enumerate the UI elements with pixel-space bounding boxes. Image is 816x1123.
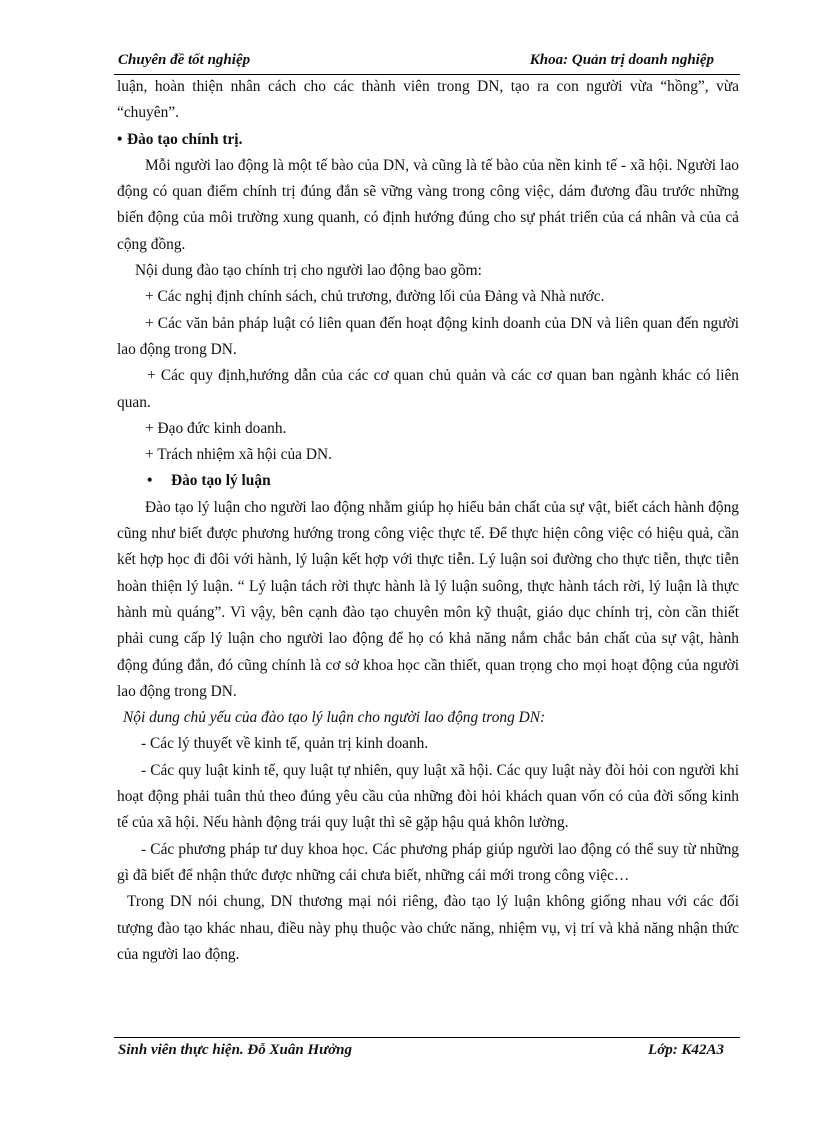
header-title: Chuyên đề tốt nghiệp — [118, 52, 251, 68]
paragraph: luận, hoàn thiện nhân cách cho các thành viên trong DN, tạo ra con người vừa “hồng”, vừa “chuyên”. — [117, 78, 739, 122]
list-item: - Các quy luật kinh tế, quy luật tự nhiên, quy luật xã hội. Các quy luật này đòi hỏi con người khi hoạt động phải tuân thủ theo đúng yêu cầu của những đòi hỏi khách quan vốn có của đời sống kinh tế của xã hội. Nếu hành động trái quy luật thì sẽ gặp hậu quả khôn lường. — [117, 761, 739, 832]
paragraph: Đào tạo lý luận cho người lao động nhằm giúp họ hiểu bản chất của sự vật, biết cách hành động cũng như biết được phương hướng trong công việc thực tế. Để thực hiện công việc có hiệu quả, cần kết hợp học đi đôi với hành, lý luận kết hợp với thực tiễn. Lý luận soi đường cho thực tiễn, thực tiễn hoàn thiện lý luận. “ Lý luận tách rời thực hành là lý luận suông, thực hành tách rời, lý luận là thực hành mù quáng”. Vì vậy, bên cạnh đào tạo chuyên môn kỹ thuật, giáo dục chính trị, còn cần thiết phải cung cấp lý luận cho người lao động để họ có khả năng nắm chắc bản chất của sự vật, hành động đúng đắn, đó cũng chính là cơ sở khoa học cần thiết, quan trọng cho mọi hoạt động của người lao động trong DN. — [117, 498, 739, 700]
bullet-icon: • — [147, 472, 153, 490]
list-item: + Các quy định,hướng dẫn của các cơ quan chủ quản và các cơ quan ban ngành khác có liên quan. — [117, 367, 739, 411]
section-heading — [117, 468, 739, 494]
heading-text: Đào tạo lý luận — [171, 472, 271, 490]
page-body — [117, 74, 739, 968]
page-header — [114, 52, 740, 75]
paragraph-italic: Nội dung chủ yếu của đào tạo lý luận cho người lao động trong DN: — [123, 709, 546, 727]
list-item: + Đạo đức kinh doanh. — [145, 419, 287, 437]
footer-class: Lớp: K42A3 — [648, 1042, 724, 1058]
paragraph: Trong DN nói chung, DN thương mại nói riêng, đào tạo lý luận không giống nhau với các đối tượng đào tạo khác nhau, điều này phụ thuộc vào chức năng, nhiệm vụ, vị trí và khả năng nhận thức của người lao động. — [117, 893, 739, 963]
section-heading — [117, 127, 739, 153]
footer-author: Sinh viên thực hiện. Đỗ Xuân Hưởng — [118, 1042, 353, 1058]
heading-text: Đào tạo chính trị. — [127, 130, 243, 148]
list-item: + Các văn bản pháp luật có liên quan đến hoạt động kinh doanh của DN và liên quan đến người lao động trong DN. — [117, 314, 739, 358]
header-faculty: Khoa: Quản trị doanh nghiệp — [529, 52, 714, 68]
list-item: - Các phương pháp tư duy khoa học. Các phương pháp giúp người lao động có thể suy từ những gì đã biết để nhận thức được những cái chưa biết, những cái mới trong công việc… — [117, 840, 739, 884]
bullet-icon: • — [117, 130, 123, 148]
list-item: + Trách nhiệm xã hội của DN. — [145, 446, 332, 464]
list-item: - Các lý thuyết về kinh tế, quản trị kinh doanh. — [141, 735, 429, 753]
page-footer — [114, 1037, 740, 1062]
list-item: + Các nghị định chính sách, chủ trương, đường lối của Đảng và Nhà nước. — [145, 288, 605, 306]
paragraph: Mỗi người lao động là một tế bào của DN, và cũng là tế bào của nền kinh tế - xã hội. Người lao động có quan điểm chính trị đúng đắn sẽ vững vàng trong công việc, dám đương đầu trước những biến động của môi trường xung quanh, có định hướng đúng cho sự phát triển của cá nhân và của cả cộng đồng. — [117, 156, 739, 253]
paragraph: Nội dung đào tạo chính trị cho người lao động bao gồm: — [135, 262, 482, 280]
